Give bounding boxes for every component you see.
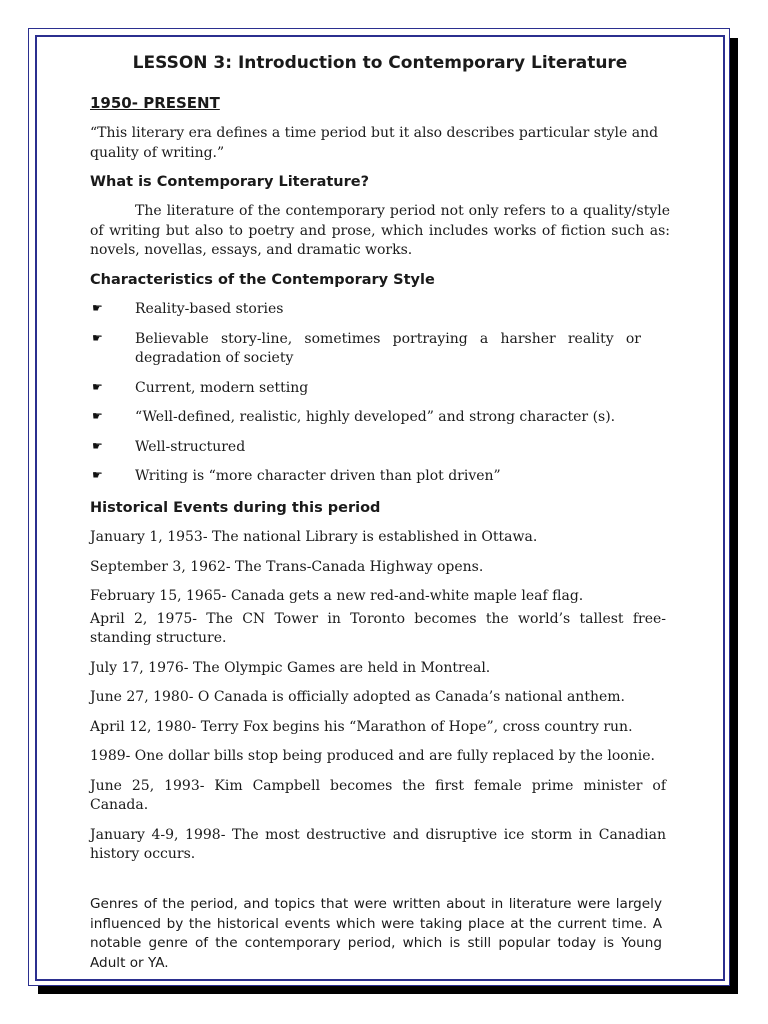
list-item-text: Writing is “more character driven than plot driven” [135,468,501,484]
characteristics-heading: Characteristics of the Contemporary Style [90,272,435,288]
list-item: February 15, 1965- Canada gets a new red-and-white maple leaf flag. [90,588,584,604]
list-item: April 2, 1975- The CN Tower in Toronto becomes the world’s tallest free-standing structure. [90,610,666,646]
list-item [90,300,641,320]
pointing-hand-icon: ☛ [92,379,103,394]
list-item [90,467,641,487]
list-item [90,330,641,369]
closing-paragraph: Genres of the period, and topics that were written about in literature were largely influenced by the historical events which were taking place at the current time. A notable genre of the contemporary period, which is still popular today is Young Adult or YA. [90,896,662,971]
pointing-hand-icon: ☛ [92,330,103,345]
events-list [90,528,666,875]
list-item-text: Current, modern setting [135,379,309,396]
list-item-text: Well-structured [135,438,246,455]
list-item-text: “Well-defined, realistic, highly developed” and strong character (s). [135,409,616,425]
era-quote: “This literary era defines a time period but it also describes particular style and quality of writing.” [90,125,659,161]
list-item [90,408,670,428]
lesson-title: LESSON 3: Introduction to Contemporary Literature [132,53,628,73]
list-item: January 1, 1953- The national Library is established in Ottawa. [90,529,538,545]
list-item [90,438,641,458]
list-item: 1989- One dollar bills stop being produced and are fully replaced by the loonie. [90,748,655,764]
pointing-hand-icon: ☛ [92,468,103,482]
list-item: September 3, 1962- The Trans-Canada Highway opens. [90,558,484,575]
list-item-text: Believable story-line, sometimes portraying a harsher reality or degradation of society [135,330,641,366]
pointing-hand-icon: ☛ [92,301,103,315]
list-item: January 4-9, 1998- The most destructive and disruptive ice storm in Canadian history occurs. [90,826,666,862]
pointing-hand-icon: ☛ [92,409,103,423]
era-heading: 1950- PRESENT [90,94,220,112]
list-item: June 25, 1993- Kim Campbell becomes the first female prime minister of Canada. [90,777,666,813]
what-heading: What is Contemporary Literature? [90,174,370,190]
list-item: July 17, 1976- The Olympic Games are held in Montreal. [90,659,491,676]
characteristics-list [90,300,670,497]
list-item-text: Reality-based stories [135,301,284,317]
list-item [90,379,641,399]
list-item: June 27, 1980- O Canada is officially adopted as Canada’s national anthem. [90,689,625,705]
pointing-hand-icon: ☛ [92,438,103,453]
what-paragraph: The literature of the contemporary period not only refers to a quality/style of writing but also to poetry and prose, which includes works of fiction such as: novels, novellas, essays, and dramatic works. [90,203,670,258]
events-heading: Historical Events during this period [90,500,381,516]
list-item: April 12, 1980- Terry Fox begins his “Marathon of Hope”, cross country run. [90,718,633,735]
